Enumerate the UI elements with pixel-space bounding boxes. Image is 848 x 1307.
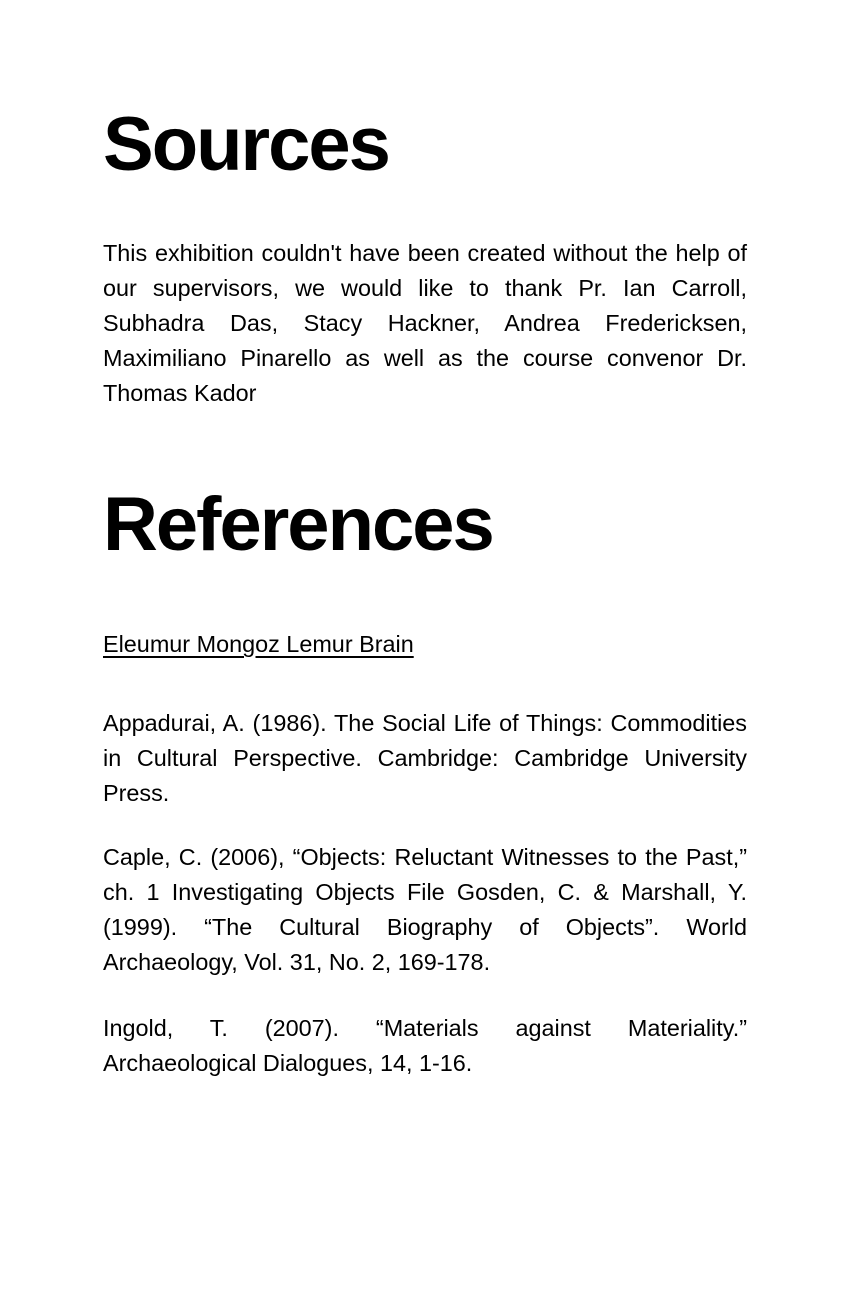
acknowledgement-paragraph: This exhibition couldn't have been created without the help of our supervisors, we would like to thank Pr. Ian Carroll, Subhadra Das, Stacy Hackner, Andrea Fredericksen, Maximiliano Pinarello as well as the course convenor Dr. Thomas Kador — [103, 240, 747, 406]
reference-entry-appadurai: Appadurai, A. (1986). The Social Life of Things: Commodities in Cultural Perspective. Cambridge: Cambridge University Press. — [103, 710, 747, 806]
references-subheading — [103, 627, 747, 662]
reference-entry-ingold: Ingold, T. (2007). “Materials against Materiality.” Archaeological Dialogues, 14, 1-16. — [103, 1015, 747, 1076]
sources-heading: Sources — [103, 102, 389, 187]
references-heading: References — [103, 482, 493, 567]
document-page — [0, 102, 848, 1307]
reference-entry-caple: Caple, C. (2006), “Objects: Reluctant Witnesses to the Past,” ch. 1 Investigating Objects File Gosden, C. & Marshall, Y. (1999). “The Cultural Biography of Objects”. World Archaeology, Vol. 31, No. 2, 169-178. — [103, 844, 747, 975]
references-subheading-text: Eleumur Mongoz Lemur Brain — [103, 631, 414, 657]
